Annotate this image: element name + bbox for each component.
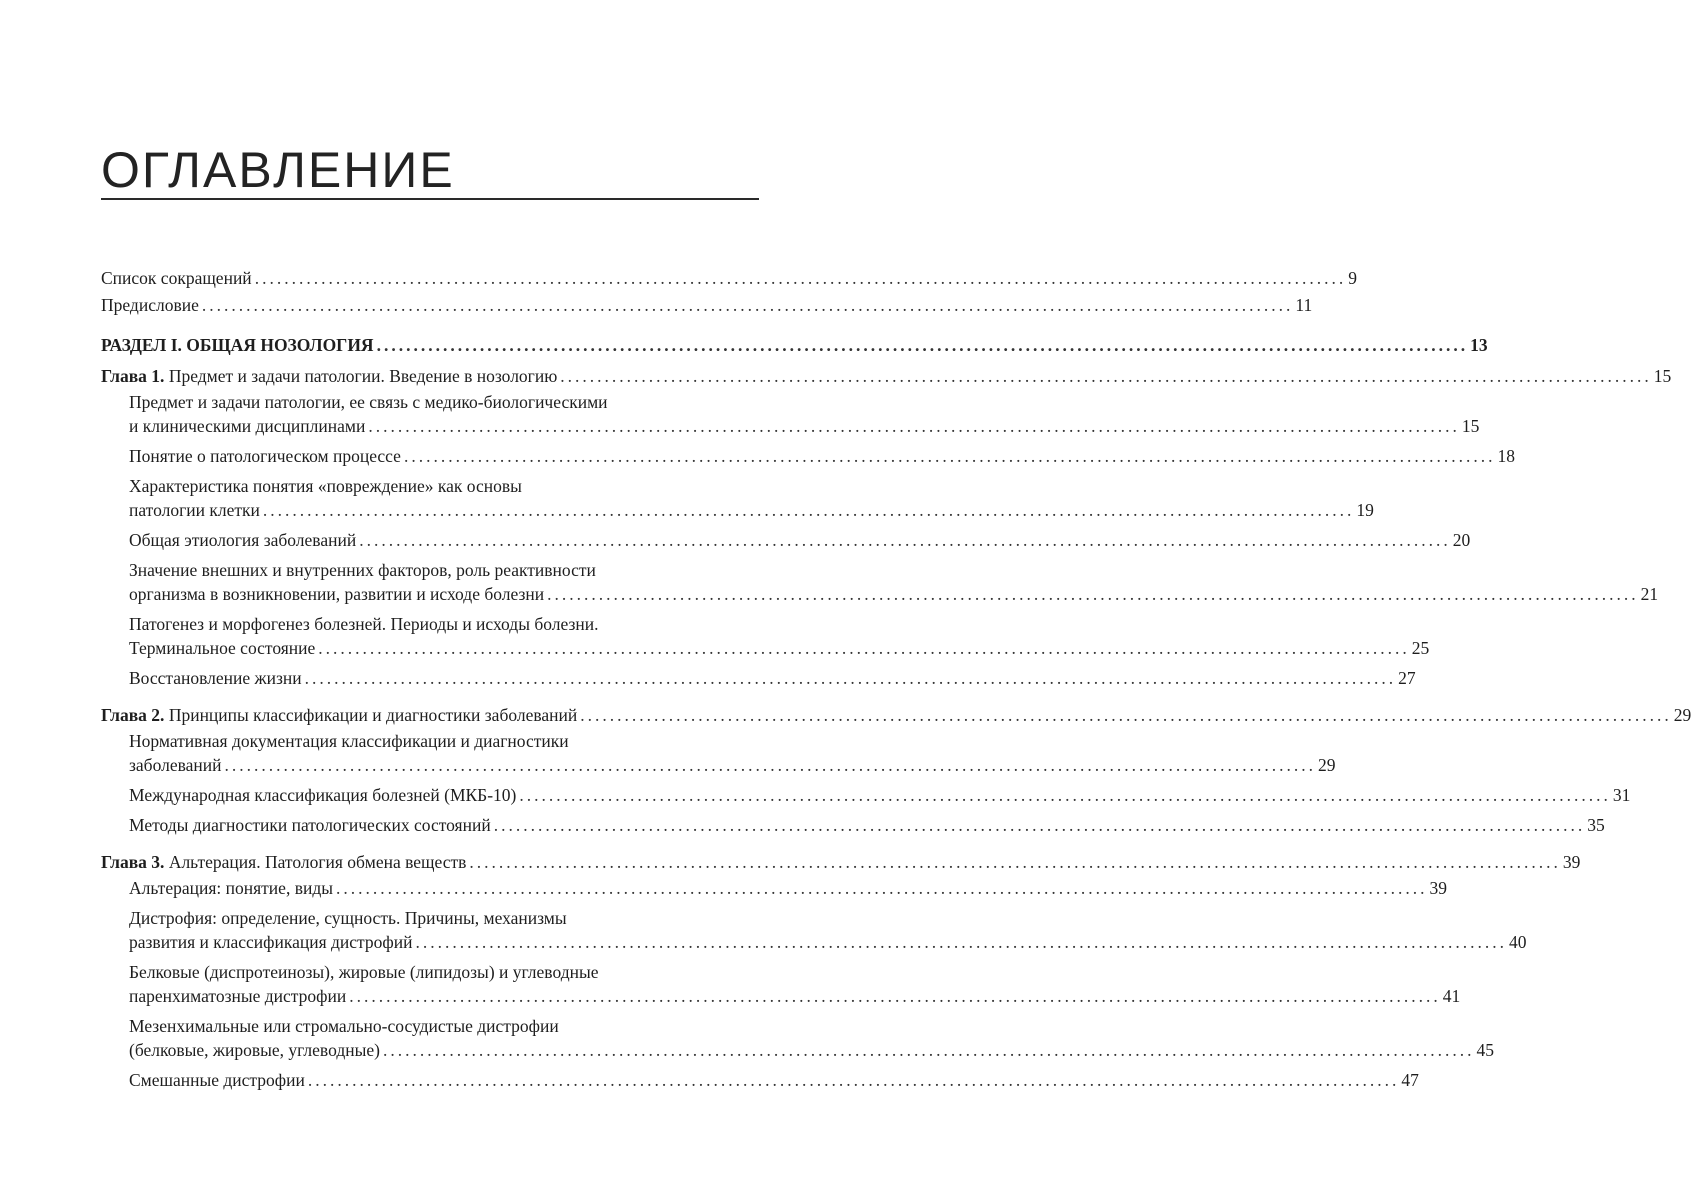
page-number: 18 [1497, 446, 1515, 466]
page-number: 47 [1401, 1070, 1419, 1090]
toc-entry[interactable] [101, 906, 1527, 954]
page-number: 39 [1562, 852, 1581, 872]
title-rule [101, 198, 759, 200]
dot-leader: .................................................................................................................................................... [224, 755, 1316, 775]
dot-leader: .................................................................................................................................................... [262, 500, 1355, 520]
toc-chapter[interactable] [101, 850, 1581, 874]
section-title: РАЗДЕЛ I. ОБЩАЯ НОЗОЛОГИЯ [101, 335, 374, 355]
page-number: 31 [1612, 785, 1631, 805]
toc-entry[interactable] [101, 444, 1515, 468]
toc-entry[interactable] [101, 558, 1659, 606]
entry-text-line: Дистрофия: определение, сущность. Причины, механизмы [129, 908, 567, 928]
dot-leader: .................................................................................................................................................... [560, 366, 1652, 386]
dot-leader: .................................................................................................................................................... [304, 668, 1397, 688]
chapter-number: Глава 2. [101, 705, 165, 725]
dot-leader: .................................................................................................................................................... [349, 986, 1441, 1006]
page-number: 20 [1452, 530, 1471, 550]
dot-leader: .................................................................................................................................................... [403, 446, 1496, 466]
toc-section[interactable] [101, 333, 1488, 357]
toc-entry[interactable] [101, 1068, 1419, 1092]
entry-text-line: Предмет и задачи патологии, ее связь с медико-биологическими [129, 392, 608, 412]
page-number: 39 [1429, 878, 1447, 898]
page-title: ОГЛАВЛЕНИЕ [101, 142, 455, 198]
table-of-contents [101, 266, 1691, 1092]
page-number: 19 [1356, 500, 1374, 520]
dot-leader: .................................................................................................................................................... [469, 852, 1561, 872]
page-number: 45 [1476, 1040, 1494, 1060]
entry-text-line: Патогенез и морфогенез болезней. Периоды и исходы болезни. [129, 614, 599, 634]
toc-entry[interactable] [101, 1014, 1494, 1062]
dot-leader: .................................................................................................................................................... [376, 335, 1469, 355]
entry-text: заболеваний [129, 755, 222, 775]
page-number: 13 [1470, 335, 1488, 355]
toc-entry[interactable] [101, 813, 1605, 837]
entry-text: Восстановление жизни [129, 668, 302, 688]
dot-leader: .................................................................................................................................................... [382, 1040, 1475, 1060]
page-number: 29 [1673, 705, 1691, 725]
dot-leader: .................................................................................................................................................... [201, 295, 1294, 315]
toc-entry[interactable] [101, 960, 1461, 1008]
entry-text-line: Мезенхимальные или стромально-сосудистые дистрофии [129, 1016, 559, 1036]
chapter-title: Альтерация. Патология обмена веществ [164, 852, 467, 872]
entry-text-line: Значение внешних и внутренних факторов, роль реактивности [129, 560, 596, 580]
toc-entry[interactable] [101, 729, 1336, 777]
page-number: 21 [1640, 584, 1659, 604]
entry-text: Методы диагностики патологических состояний [129, 815, 491, 835]
toc-entry[interactable] [101, 666, 1416, 690]
toc-entry[interactable] [101, 293, 1313, 317]
entry-text: и клиническими дисциплинами [129, 416, 366, 436]
toc-entry[interactable] [101, 390, 1480, 438]
dot-leader: .................................................................................................................................................... [359, 530, 1451, 550]
entry-text: Терминальное состояние [129, 638, 316, 658]
dot-leader: .................................................................................................................................................... [493, 815, 1586, 835]
dot-leader: .................................................................................................................................................... [318, 638, 1410, 658]
page-number: 15 [1461, 416, 1480, 436]
dot-leader: .................................................................................................................................................... [307, 1070, 1400, 1090]
page-number: 41 [1442, 986, 1461, 1006]
dot-leader: .................................................................................................................................................... [519, 785, 1611, 805]
entry-text: развития и классификация дистрофий [129, 932, 413, 952]
page-number: 15 [1653, 366, 1672, 386]
entry-text: организма в возникновении, развитии и исходе болезни [129, 584, 545, 604]
toc-chapter[interactable] [101, 703, 1691, 727]
chapter-number: Глава 1. [101, 366, 165, 386]
entry-text: Общая этиология заболеваний [129, 530, 357, 550]
entry-text: патологии клетки [129, 500, 260, 520]
dot-leader: .................................................................................................................................................... [580, 705, 1672, 725]
toc-entry[interactable] [101, 783, 1631, 807]
entry-text: Смешанные дистрофии [129, 1070, 305, 1090]
dot-leader: .................................................................................................................................................... [547, 584, 1639, 604]
page-number: 9 [1348, 268, 1357, 288]
page-number: 27 [1398, 668, 1416, 688]
entry-text: Альтерация: понятие, виды [129, 878, 333, 898]
dot-leader: .................................................................................................................................................... [415, 932, 1507, 952]
page-number: 40 [1508, 932, 1527, 952]
page-number: 11 [1295, 295, 1313, 315]
toc-entry[interactable] [101, 528, 1471, 552]
entry-text-line: Нормативная документация классификации и диагностики [129, 731, 569, 751]
dot-leader: .................................................................................................................................................... [335, 878, 1428, 898]
entry-text: Список сокращений [101, 268, 252, 288]
page-number: 25 [1411, 638, 1430, 658]
dot-leader: .................................................................................................................................................... [254, 268, 1347, 288]
entry-text: (белковые, жировые, углеводные) [129, 1040, 380, 1060]
dot-leader: .................................................................................................................................................... [368, 416, 1460, 436]
toc-entry[interactable] [101, 474, 1374, 522]
entry-text: Предисловие [101, 295, 199, 315]
entry-text-line: Белковые (диспротеинозы), жировые (липидозы) и углеводные [129, 962, 599, 982]
toc-entry[interactable] [101, 266, 1357, 290]
toc-entry[interactable] [101, 612, 1430, 660]
page-number: 35 [1587, 815, 1605, 835]
entry-text: Международная классификация болезней (МКБ-10) [129, 785, 517, 805]
entry-text: Понятие о патологическом процессе [129, 446, 401, 466]
entry-text-line: Характеристика понятия «повреждение» как основы [129, 476, 522, 496]
entry-text: паренхиматозные дистрофии [129, 986, 347, 1006]
toc-entry[interactable] [101, 876, 1447, 900]
page-number: 29 [1318, 755, 1336, 775]
chapter-title: Предмет и задачи патологии. Введение в нозологию [164, 366, 558, 386]
toc-chapter[interactable] [101, 364, 1672, 388]
chapter-title: Принципы классификации и диагностики заболеваний [164, 705, 578, 725]
chapter-number: Глава 3. [101, 852, 165, 872]
